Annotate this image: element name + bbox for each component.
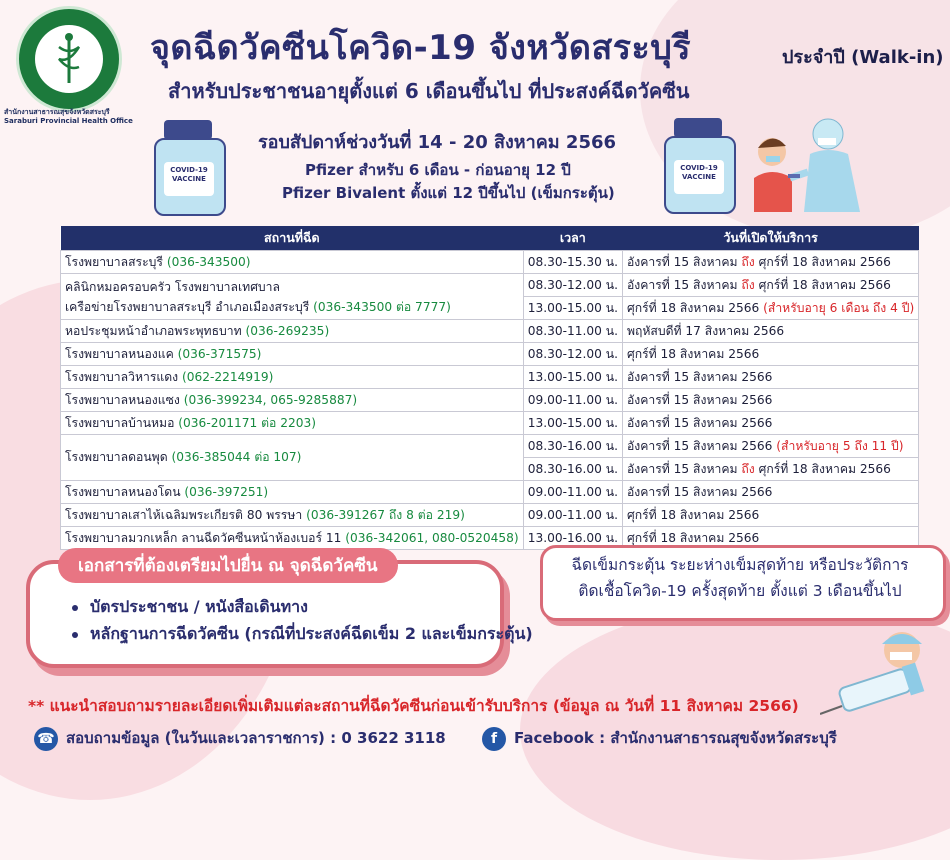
phone-icon: ☎ bbox=[34, 727, 58, 751]
place-name: โรงพยาบาลสระบุรี bbox=[65, 254, 163, 269]
place-phone: (036-399234, 065-9285887) bbox=[183, 392, 358, 407]
time-cell: 09.00-11.00 น. bbox=[523, 504, 622, 527]
time-cell: 08.30-16.00 น. bbox=[523, 458, 622, 481]
date-cell: อังคารที่ 15 สิงหาคม 2566 bbox=[622, 366, 918, 389]
ministry-logo bbox=[16, 6, 122, 112]
facebook-icon: f bbox=[482, 727, 506, 751]
bullet-icon bbox=[72, 632, 78, 638]
week-round: รอบสัปดาห์ช่วงวันที่ 14 - 20 สิงหาคม 2566 bbox=[258, 132, 617, 153]
table-row bbox=[61, 435, 919, 458]
date-cell: ศุกร์ที่ 18 สิงหาคม 2566 bbox=[622, 527, 918, 550]
place-phone: (036-343500) bbox=[166, 254, 251, 269]
walkin-badge: ประจำปี (Walk-in) bbox=[782, 47, 944, 68]
place-name: โรงพยาบาลเสาไห้เฉลิมพระเกียรติ 80 พรรษา bbox=[65, 507, 303, 522]
column-header-date: วันที่เปิดให้บริการ bbox=[622, 226, 918, 251]
time-cell: 09.00-11.00 น. bbox=[523, 481, 622, 504]
time-cell: 09.00-11.00 น. bbox=[523, 389, 622, 412]
phone-contact bbox=[34, 726, 446, 751]
phone-contact-label: สอบถามข้อมูล (ในวันและเวลาราชการ) : 0 3622 3118 bbox=[66, 729, 446, 747]
table-row bbox=[61, 412, 919, 435]
date-cell: อังคารที่ 15 สิงหาคม 2566 bbox=[622, 481, 918, 504]
page-subtitle: สำหรับประชาชนอายุตั้งแต่ 6 เดือนขึ้นไป ที่ประสงค์ฉีดวัคซีน bbox=[168, 79, 690, 103]
place-phone: (036-385044 ต่อ 107) bbox=[171, 450, 302, 464]
table-row bbox=[61, 274, 919, 297]
place-phone: (036-342061, 080-0520458) bbox=[345, 530, 519, 545]
bullet-icon bbox=[72, 605, 78, 611]
time-cell: 13.00-15.00 น. bbox=[523, 366, 622, 389]
place-name: หอประชุมหน้าอำเภอพระพุทธบาท bbox=[65, 323, 242, 338]
date-range-word: ถึง bbox=[741, 461, 755, 476]
date-start: อังคารที่ 15 สิงหาคม bbox=[626, 277, 738, 292]
place-name: โรงพยาบาลมวกเหล็ก ลานฉีดวัคซีนหน้าห้องเบอร์ 11 bbox=[65, 530, 342, 545]
place-name: โรงพยาบาลหนองแค bbox=[65, 346, 174, 361]
age-note: (สำหรับอายุ 6 เดือน ถึง 4 ปี) bbox=[763, 300, 915, 315]
time-cell: 08.30-16.00 น. bbox=[523, 435, 622, 458]
date-end: ศุกร์ที่ 18 สิงหาคม 2566 bbox=[758, 277, 891, 292]
table-row bbox=[61, 366, 919, 389]
table-row bbox=[61, 343, 919, 366]
time-cell: 13.00-16.00 น. bbox=[523, 527, 622, 550]
table-row bbox=[61, 320, 919, 343]
date-start: อังคารที่ 15 สิงหาคม bbox=[626, 254, 738, 269]
place-phone: (036-269235) bbox=[245, 323, 330, 338]
time-cell: 08.30-12.00 น. bbox=[523, 274, 622, 297]
table-row bbox=[61, 251, 919, 274]
place-phone: (036-391267 ถึง 8 ต่อ 219) bbox=[306, 507, 465, 522]
place-name: คลินิกหมอครอบครัว โรงพยาบาลเทศบาล bbox=[65, 279, 280, 294]
document-item-label: บัตรประชาชน / หนังสือเดินทาง bbox=[90, 597, 308, 616]
time-cell: 13.00-15.00 น. bbox=[523, 297, 622, 320]
table-header-row bbox=[61, 226, 919, 251]
vaccination-illustration-icon bbox=[750, 112, 920, 217]
time-cell: 08.30-15.30 น. bbox=[523, 251, 622, 274]
date-cell: พฤหัสบดีที่ 17 สิงหาคม 2566 bbox=[622, 320, 918, 343]
booster-note-line1: ฉีดเข็มกระตุ้น ระยะห่างเข็มสุดท้าย หรือประวัติการ bbox=[571, 556, 909, 574]
date-cell: ศุกร์ที่ 18 สิงหาคม 2566 bbox=[622, 343, 918, 366]
place-phone: (036-201171 ต่อ 2203) bbox=[178, 415, 316, 430]
facebook-contact[interactable] bbox=[482, 726, 837, 751]
vaccine-info-2: Pfizer Bivalent ตั้งแต่ 12 ปีขึ้นไป (เข็มกระตุ้น) bbox=[282, 184, 615, 202]
place-name: โรงพยาบาลดอนพุด bbox=[65, 450, 168, 464]
booster-note-text bbox=[540, 552, 940, 604]
document-item-label: หลักฐานการฉีดวัคซีน (กรณีที่ประสงค์ฉีดเข็ม 2 และเข็มกระตุ้น) bbox=[90, 624, 533, 643]
time-cell: 08.30-11.00 น. bbox=[523, 320, 622, 343]
column-header-time: เวลา bbox=[523, 226, 622, 251]
info-note: ** แนะนำสอบถามรายละเอียดเพิ่มเติมแต่ละสถานที่ฉีดวัคซีนก่อนเข้ารับบริการ (ข้อมูล ณ วันที่ 11 สิงหาคม 2566) bbox=[28, 697, 799, 715]
date-cell: อังคารที่ 15 สิงหาคม 2566 bbox=[626, 438, 773, 453]
date-end: ศุกร์ที่ 18 สิงหาคม 2566 bbox=[758, 461, 891, 476]
place-name: โรงพยาบาลวิหารแดง bbox=[65, 369, 179, 384]
office-name-th: สำนักงานสาธารณสุขจังหวัดสระบุรี bbox=[4, 108, 110, 116]
booster-note-line2: ติดเชื้อโควิด-19 ครั้งสุดท้าย ตั้งแต่ 3 เดือนขึ้นไป bbox=[578, 582, 902, 600]
place-phone: (036-397251) bbox=[184, 484, 269, 499]
date-cell: อังคารที่ 15 สิงหาคม 2566 bbox=[622, 389, 918, 412]
document-item bbox=[72, 595, 308, 620]
documents-heading: เอกสารที่ต้องเตรียมไปยื่น ณ จุดฉีดวัคซีน bbox=[58, 548, 398, 583]
vaccine-info-1: Pfizer สำหรับ 6 เดือน - ก่อนอายุ 12 ปี bbox=[305, 161, 571, 179]
place-phone: (062-2214919) bbox=[181, 369, 274, 384]
place-name: โรงพยาบาลหนองแซง bbox=[65, 392, 180, 407]
place-name: โรงพยาบาลหนองโดน bbox=[65, 484, 181, 499]
vaccine-vial-icon: COVID-19 VACCINE bbox=[660, 118, 736, 210]
date-cell: อังคารที่ 15 สิงหาคม 2566 bbox=[622, 412, 918, 435]
date-cell: ศุกร์ที่ 18 สิงหาคม 2566 bbox=[626, 300, 760, 315]
date-range-word: ถึง bbox=[741, 277, 755, 292]
time-cell: 13.00-15.00 น. bbox=[523, 412, 622, 435]
age-note: (สำหรับอายุ 5 ถึง 11 ปี) bbox=[776, 438, 904, 453]
column-header-place: สถานที่ฉีด bbox=[61, 226, 524, 251]
place-name: โรงพยาบาลบ้านหมอ bbox=[65, 415, 175, 430]
logo-emblem-icon bbox=[35, 25, 103, 93]
table-row bbox=[61, 389, 919, 412]
place-phone: (036-343500 ต่อ 7777) bbox=[313, 299, 451, 314]
vaccine-vial-icon: COVID-19 VACCINE bbox=[150, 120, 226, 212]
page-title: จุดฉีดวัคซีนโควิด-19 จังหวัดสระบุรี bbox=[150, 28, 692, 68]
table-row bbox=[61, 481, 919, 504]
document-item bbox=[72, 622, 533, 647]
schedule-table bbox=[60, 226, 919, 550]
date-start: อังคารที่ 15 สิงหาคม bbox=[626, 461, 738, 476]
date-end: ศุกร์ที่ 18 สิงหาคม 2566 bbox=[758, 254, 891, 269]
office-name bbox=[4, 108, 154, 126]
date-cell: ศุกร์ที่ 18 สิงหาคม 2566 bbox=[622, 504, 918, 527]
place-phone: (036-371575) bbox=[177, 346, 262, 361]
place-name-line2: เครือข่ายโรงพยาบาลสระบุรี อำเภอเมืองสระบุรี bbox=[65, 299, 310, 314]
time-cell: 08.30-12.00 น. bbox=[523, 343, 622, 366]
syringe-illustration-icon bbox=[820, 620, 945, 730]
facebook-contact-label: Facebook : สำนักงานสาธารณสุขจังหวัดสระบุรี bbox=[514, 729, 837, 747]
table-row bbox=[61, 504, 919, 527]
office-name-en: Saraburi Provincial Health Office bbox=[4, 117, 133, 125]
date-range-word: ถึง bbox=[741, 254, 755, 269]
